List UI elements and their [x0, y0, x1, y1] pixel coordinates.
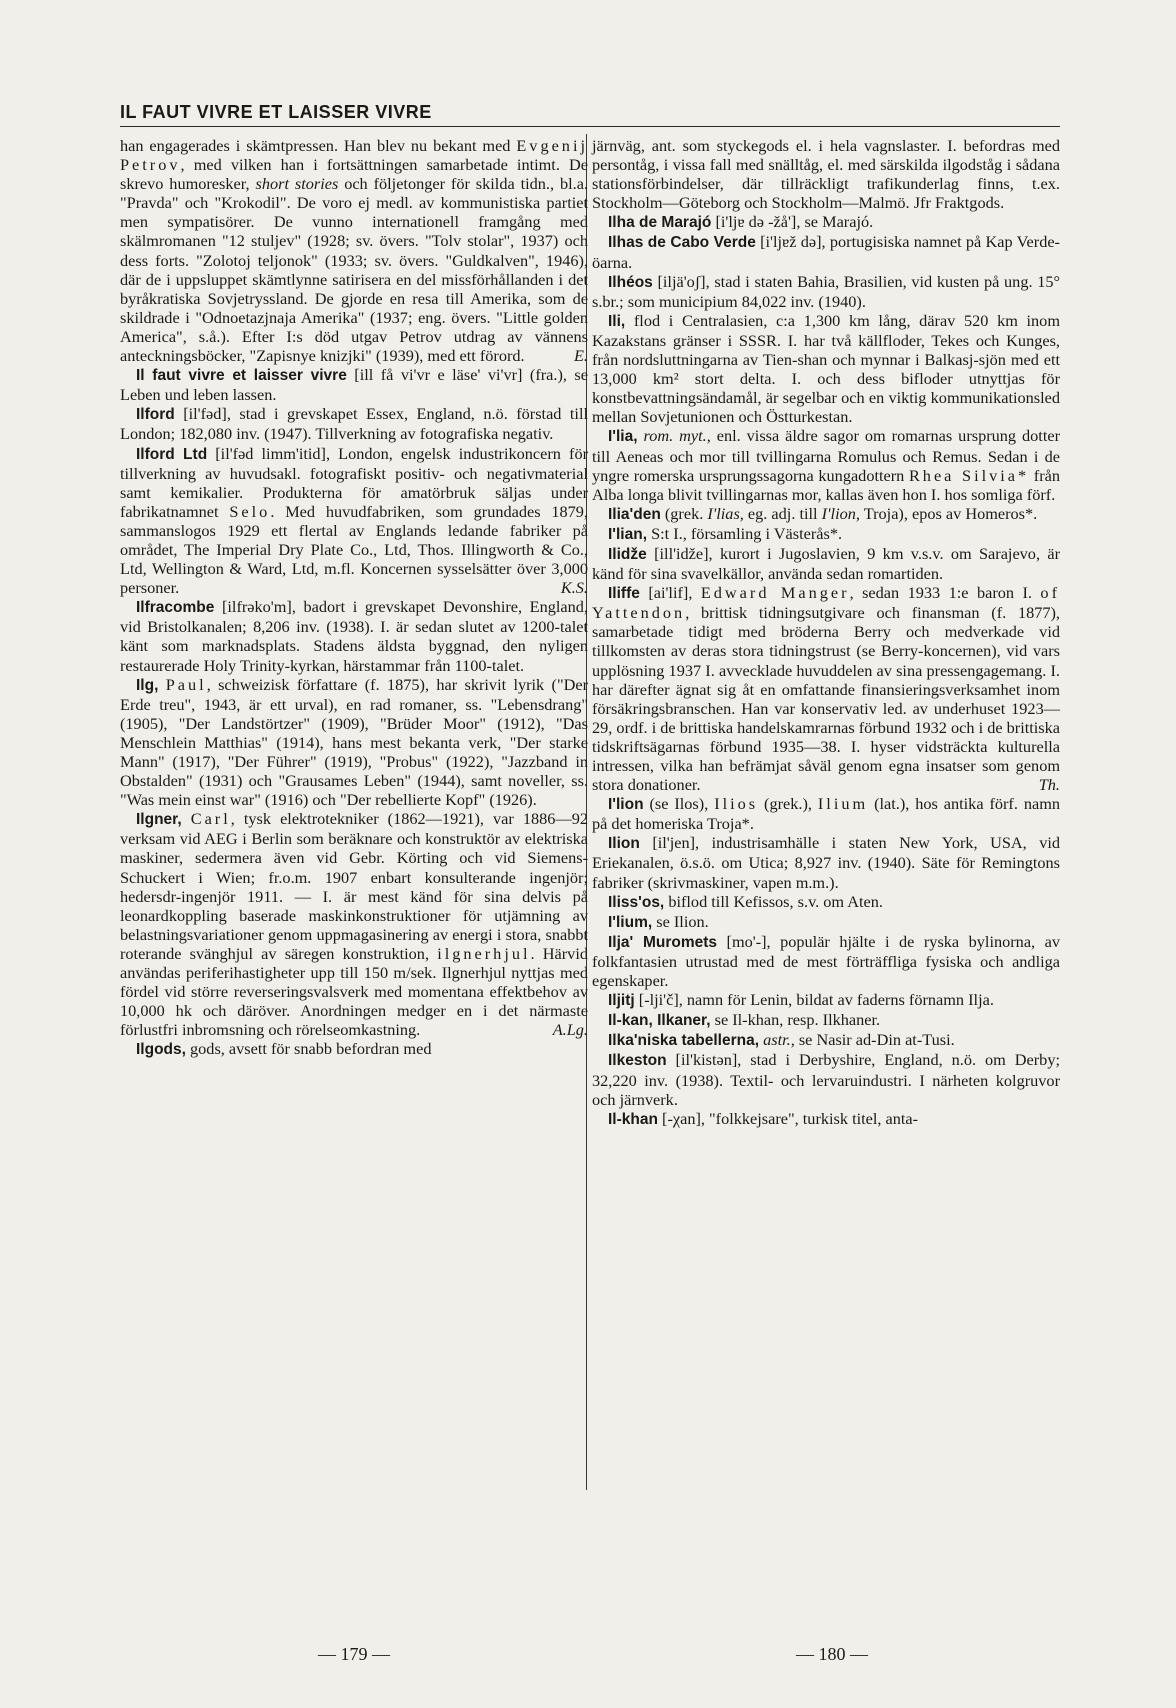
entry-iliffe: Iliffe [ai'lif], Edward Manger, sedan 1933 1:e baron I. of Yattendon, brittisk tidningsutgivare och finansman (f. 1877), samarbetade tidigt med bröderna Berry och medverkade vid tillkomsten av deras stora tidningstrust (se Berry-koncernen), vid vars upplösning 1937 I. avvecklade huvuddelen av sina pressengagemang. I. har därefter ägnat sig åt en omfattande finansieringsverksamhet inom försäkringsbranschen. Han var konservativ led. av underhuset 1923—29, ordf. i de brittiska handelskamrarnas förbund 1932 och i de brittiska tidskriftsägarnas förbund 1935—38. I. hyser vidsträckta kulturella intressen, vilka han befrämjat såväl genom egna insatser som genom stora donationer. Th. — [592, 583, 1060, 795]
entry-ilgner: Ilgner, Carl, tysk elektrotekniker (1862—1921), var 1886—92 verksam vid AEG i Berlin som beräknare och konstruktör av elektriska maskiner, sedermera även vid Gebr. Körting och vid Siemens-Schuckert i Wien; fr.o.m. 1907 enbart konsulterande ingenjör; hedersdr-ingenjör 1911. — I. är mest känd för sina delvis på leonardkoppling baserade maskinkonstruktioner för utjämning av belastningsvariationer genom uppmagasinering av energi i stora, snabbt roterande svänghjul av säregen konstruktion, ilgnerhjul. Härvid användas periferihastigheter upp till 150 m/sek. Ilgnerhjul nyttjas med fördel vid större reverseringsvalsverk med momentana effektbehov av 10,000 hk och däröver. Anordningen medger en i det närmaste förlustfri inbromsning och rörelseomkastning. A.Lg. — [120, 809, 589, 1040]
entry-ilkeston: Ilkeston [il'kistən], stad i Derbyshire, England, n.ö. om Derby; 32,220 inv. (1938). Textil- och lervaruindustri. I närheten kolgruvor och järnverk. — [592, 1050, 1060, 1109]
headword: Ilha de Marajó — [608, 214, 712, 232]
headword: Ilhas de Cabo Verde — [608, 234, 756, 252]
signature: E. — [573, 346, 588, 366]
headword: Ilford — [136, 406, 175, 424]
headword: Ilka'niska tabellerna, — [608, 1032, 760, 1050]
entry-ilian: I'lian, S:t I., församling i Västerås*. — [608, 523, 843, 543]
headword: Ilja' Muromets — [608, 933, 718, 951]
headword: Ilion — [608, 835, 640, 853]
headword: Ilidže — [608, 545, 647, 563]
entry-ilium: I'lium, se Ilion. — [608, 911, 709, 931]
entry-ilg: Ilg, Paul, schweizisk författare (f. 1875), har skrivit lyrik ("Der Erde treu", 1943, är ett urval), en rad romaner, ss. "Lebensdrang" (1905), "Der Landstörtzer" (1909), "Brüder Moor" (1912), "Das Menschlein Matthias" (1914), hans mest bekanta verk, "Der starke Mann" (1917), "Der Führer" (1919), "Probus" (1922), "Jazzband in Obstalden" (1931) och "Grausames Leben" (1944), samt noveller, ss. "Was mein einst war" (1916) och "Der rebellierte Kopf" (1926). — [120, 674, 588, 810]
header-title: IL FAUT VIVRE ET LAISSER VIVRE — [120, 102, 432, 122]
headword: Ilfracombe — [136, 599, 215, 617]
entry-ilion-ny: Ilion [il'jen], industrisamhälle i staten New York, USA, vid Eriekanalen, ö.s.ö. om Utica; 8,927 inv. (1940). Säte för Remingtons fabriker (skrivmaskiner, vapen m.m.). — [592, 833, 1060, 892]
entry-iliaden: Ilia'den (grek. I'lias, eg. adj. till I'lion, Troja), epos av Homeros*. — [608, 503, 1038, 523]
entry-ilgods: Ilgods, gods, avsett för snabb befordran med — [136, 1039, 432, 1059]
right-column — [592, 136, 1060, 1129]
running-header — [120, 96, 1060, 127]
entry-il-khan: Il-khan [-χan], "folkkejsare", turkisk titel, anta- — [608, 1108, 919, 1128]
headword: Ilgner, — [136, 811, 182, 829]
headword: Il faut vivre et laisser vivre — [136, 367, 347, 385]
entry-ilidze: Ilidže [ill'idže], kurort i Jugoslavien, 9 km v.s.v. om Sarajevo, är känd för sina svavelkällor, använda sedan romartiden. — [592, 543, 1060, 584]
entry-ilhas-de-cabo-verde: Ilhas de Cabo Verde [i'ljɐž də], portugisiska namnet på Kap Verde-öarna. — [592, 232, 1060, 272]
entry-ilia: I'lia, rom. myt., enl. vissa äldre sagor om romarnas ursprung dotter till Aeneas och mor till tvillingarna Romulus och Remus. Sedan i de yngre romerska ursprungssagorna kungadottern Rhea Silvia* från Alba longa blivit tvillingarnas mor, kallas även hon I. hos somliga förf. — [592, 426, 1060, 504]
headword: Iliffe — [608, 585, 640, 603]
entry-continuation: han engagerades i skämtpressen. Han blev nu bekant med Evgenij Petrov, med vilken han i fortsättningen samarbetade intimt. De skrevo humoresker, short stories och följetonger för skilda tidn., bl.a. "Pravda" och "Krokodil". De voro ej medl. av kommunistiska partiet men sympatisörer. De vunno internationell framgång med skälmromanen "12 stuljev" (1928; sv. övers. "Tolv stolar", 1937) och dess forts. "Zolotoj teljonok" (1933; sv. övers. "Guldkalven", 1946), där de i uppsluppet skämtlynne satirisera en del missförhållanden i det byråkratiska Sovjetryssland. De gjorde en resa till Amerika, som de skildrade i "Odnoetazjnaja Amerika" (1937; eng. övers. "Little golden America", s.å.). Efter I:s död utgav Petrov utdrag av vännens anteckningsböcker, "Zapisnye knizjki" (1939), med ett förord. E. — [120, 136, 588, 366]
headword: I'lium, — [608, 913, 653, 931]
entry-ilfracombe: Ilfracombe [ilfrəko'm], badort i grevskapet Devonshire, England, vid Bristolkanalen; 8,206 inv. (1938). I. är sedan slutet av 1200-talet känt som marknadsplats. Stadens äldsta byggnad, den nyligen restaurerade Holy Trinity-kyrkan, härstammar från 1100-talet. — [120, 597, 588, 675]
entry-ilford-ltd: Ilford Ltd [il'fəd limm'itid], London, engelsk industrikoncern för tillverkning av huvudsakl. fotografiskt positiv- och negativmaterial samt kemikalier. Produkterna för amatörbruk säljas under fabrikatnamnet Selo. Med huvudfabriken, som grundades 1879, sammanslogos 1929 ett flertal av Englands ledande fabriker på området, The Imperial Dry Plate Co., Ltd, Thos. Illingworth & Co., Ltd, Wellington & Ward, Ltd, m.fl. Koncernen sysselsätter över 3,000 personer. K.S. — [120, 443, 589, 598]
headword: Ilgods, — [136, 1041, 186, 1059]
headword: Ilia'den — [608, 505, 661, 523]
entry-ilford: Ilford [il'fəd], stad i grevskapet Essex, England, n.ö. förstad till London; 182,080 inv. (1947). Tillverkning av fotografiska negativ. — [120, 404, 588, 444]
entry-continuation: järnväg, ant. som styckegods el. i hela vagnslaster. I. befordras med persontåg, i vissa fall med snälltåg, el. med särskilda ilgodståg i sådana stationsförbindelser, där tillräckligt trafikunderlag finns, t.ex. Stockholm—Göteborg och Stockholm—Malmö. Jfr Fraktgods. — [592, 136, 1060, 213]
entry-ilkaniska-tabellerna: Ilka'niska tabellerna, astr., se Nasir ad-Din at-Tusi. — [608, 1030, 955, 1050]
entry-ilheos: Ilhéos [iljä'oʃ], stad i staten Bahia, Brasilien, vid kusten på ung. 15° s.br.; som municipium 84,022 inv. (1940). — [592, 271, 1060, 311]
entry-ilha-de-marajo: Ilha de Marajó [i'ljɐ də -žå'], se Marajó. — [608, 212, 874, 232]
headword: Ilford Ltd — [136, 445, 208, 463]
signature: A.Lg. — [552, 1020, 588, 1040]
entry-il-faut-vivre: Il faut vivre et laisser vivre [ill få vi'vr e läse' vi'vr] (fra.), se Leben und leben lassen. — [120, 365, 588, 405]
headword: I'lian, — [608, 525, 647, 543]
page-number-right: — 180 — — [796, 1644, 868, 1664]
headword: Ilg, — [136, 676, 159, 694]
page-number-left: — 179 — — [318, 1644, 390, 1664]
left-column — [120, 136, 588, 1060]
headword: Iljitj — [608, 992, 635, 1010]
headword: Ilkeston — [608, 1052, 667, 1070]
headword: I'lion — [608, 796, 644, 814]
headword: I'lia, — [608, 428, 638, 446]
headword: Il-kan, Ilkaner, — [608, 1012, 711, 1030]
signature: Th. — [1038, 775, 1060, 795]
entry-ilissos: Iliss'os, biflod till Kefissos, s.v. om Aten. — [608, 891, 883, 911]
entry-ilion-troja: I'lion (se Ilos), Ilios (grek.), Ilium (lat.), hos antika förf. namn på det homeriska Troja*. — [592, 794, 1061, 834]
headword: Ili, — [608, 312, 626, 330]
headword: Ilhéos — [608, 273, 653, 291]
entry-il-kan: Il-kan, Ilkaner, se Il-khan, resp. Ilkhaner. — [608, 1010, 881, 1030]
entry-ilja-muromets: Ilja' Muromets [mo'-], populär hjälte i de ryska bylinorna, av folkfantasien utrustad med de mest förträffliga fysiska och andliga egenskaper. — [592, 931, 1060, 991]
entry-iljitj: Iljitj [-lji'č], namn för Lenin, bildat av faderns förnamn Ilja. — [608, 990, 994, 1010]
headword: Iliss'os, — [608, 893, 665, 911]
headword: Il-khan — [608, 1110, 658, 1128]
entry-ili: Ili, flod i Centralasien, c:a 1,300 km lång, därav 520 km inom Kazakstans gränser i SSSR. I. har två källfloder, Tekes och Kunges, från nordsluttningarna av Tien-shan och mynnar i Balkasj-sjön med ett 13,000 km² stort delta. I. och dess bifloder utnyttjas för konstbevattningsändamål, är segelbar och en viktig kommunikationsled mellan Sovjetunionen och Östturkestan. — [592, 310, 1060, 427]
signature: K.S. — [560, 578, 588, 598]
